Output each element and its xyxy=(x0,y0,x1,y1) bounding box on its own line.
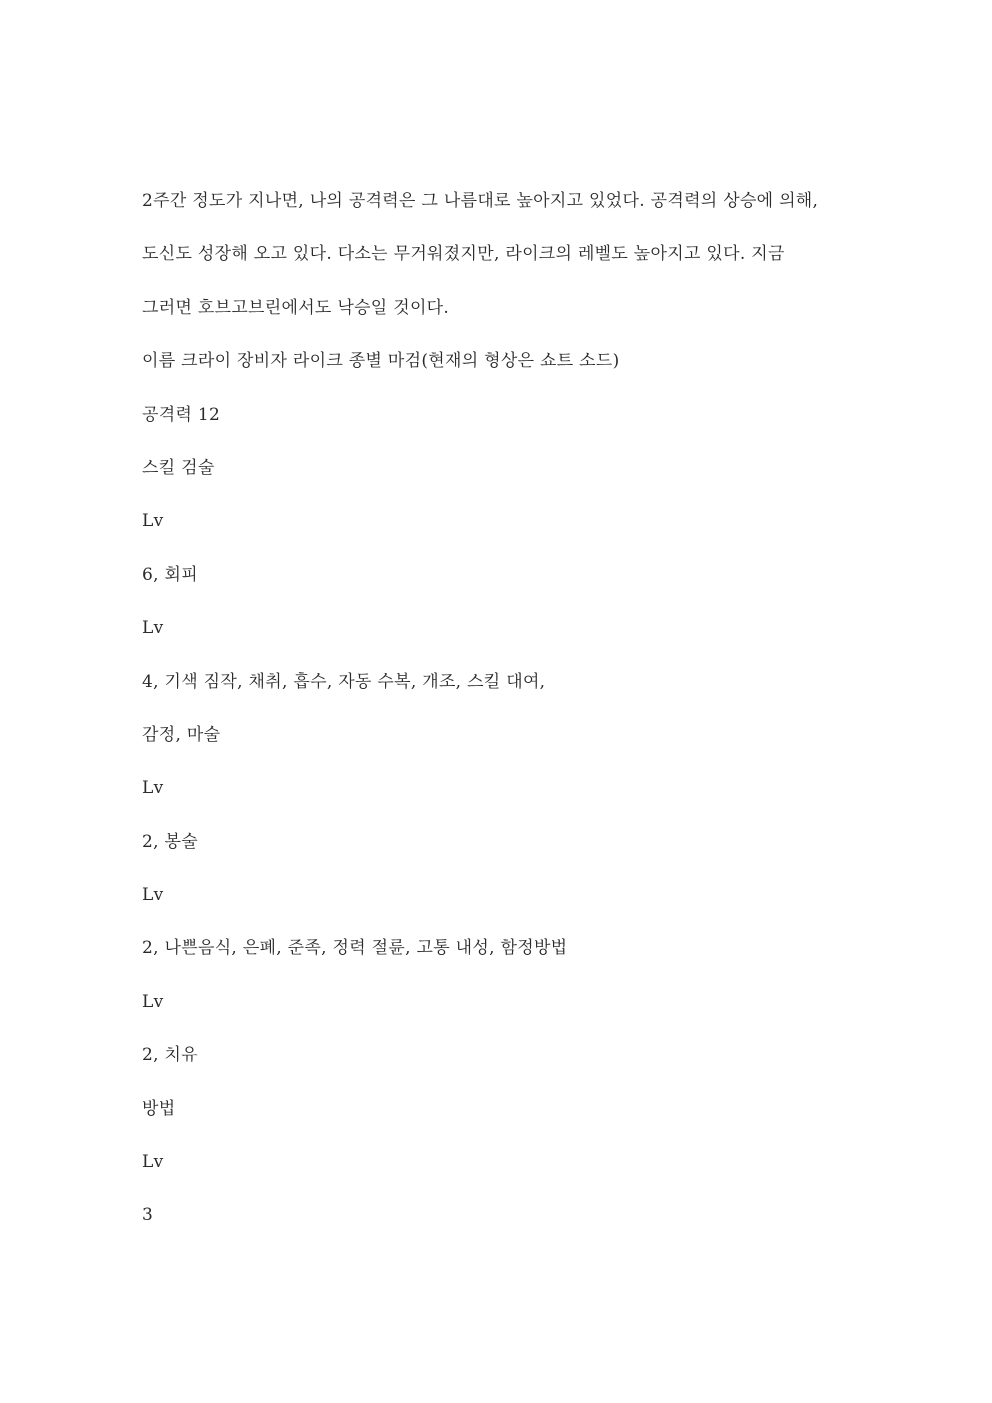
document-body xyxy=(142,189,862,1257)
text-line: 2, 치유 xyxy=(142,1045,198,1066)
text-line: 2, 봉술 xyxy=(142,831,198,852)
text-line: 6, 회피 xyxy=(142,564,198,585)
text-line: Lv xyxy=(142,885,164,906)
text-line: 도신도 성장해 오고 있다. 다소는 무거워졌지만, 라이크의 레벨도 높아지고 있다. 지금 xyxy=(142,244,785,265)
text-line: 공격력 12 xyxy=(142,404,221,425)
text-line: 2, 나쁜음식, 은폐, 준족, 정력 절륜, 고통 내성, 함정방법 xyxy=(142,938,568,959)
text-line: 감정, 마술 xyxy=(142,724,221,745)
text-line: 그러면 호브고브린에서도 낙승일 것이다. xyxy=(142,297,450,318)
text-line: 2주간 정도가 지나면, 나의 공격력은 그 나름대로 높아지고 있었다. 공격력의 상승에 의해, xyxy=(142,191,819,211)
text-line: 이름 크라이 장비자 라이크 종별 마검(현재의 형상은 쇼트 소드) xyxy=(142,351,620,372)
text-line: 방법 xyxy=(142,1098,176,1119)
text-line: Lv xyxy=(142,618,164,639)
text-line: 스킬 검술 xyxy=(142,457,215,478)
text-line: Lv xyxy=(142,511,164,532)
text-line: 4, 기색 짐작, 채취, 흡수, 자동 수복, 개조, 스킬 대여, xyxy=(142,671,546,692)
text-line: 3 xyxy=(142,1205,154,1226)
text-line: Lv xyxy=(142,1152,164,1173)
text-line: Lv xyxy=(142,778,164,799)
text-line: Lv xyxy=(142,991,164,1012)
